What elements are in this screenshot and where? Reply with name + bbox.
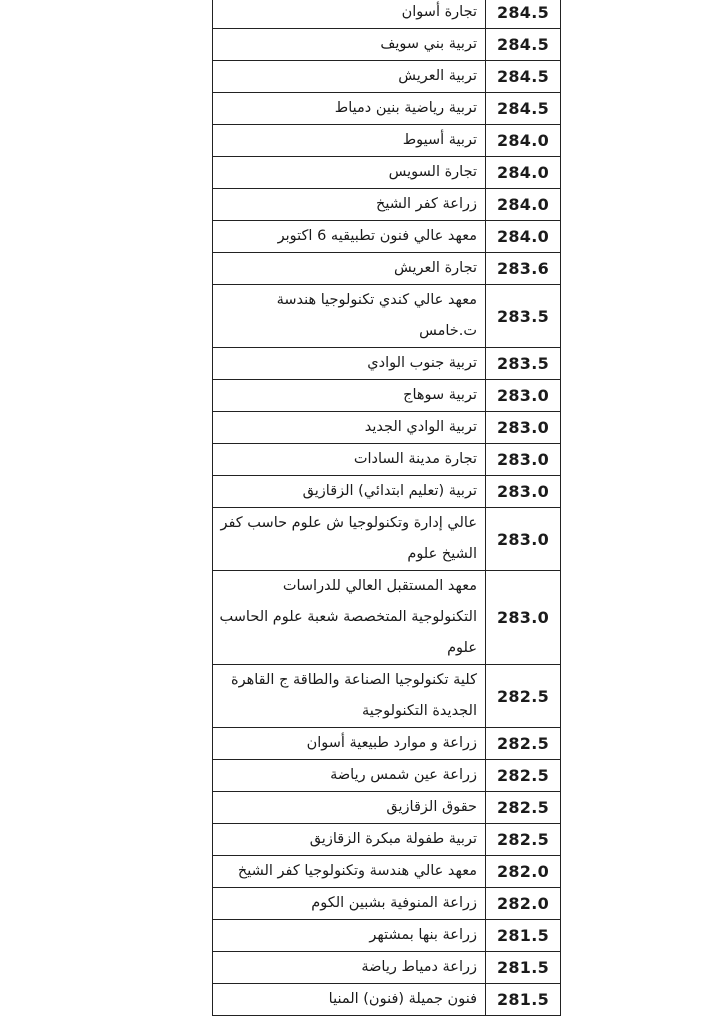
score-value: 282.0 xyxy=(486,888,561,920)
table-row xyxy=(213,665,561,728)
table-row xyxy=(213,93,561,125)
score-value: 282.5 xyxy=(486,824,561,856)
table-row xyxy=(213,285,561,348)
score-value: 283.0 xyxy=(486,571,561,665)
table-row xyxy=(213,444,561,476)
table-row xyxy=(213,728,561,760)
college-name: تربية بني سويف xyxy=(213,29,486,61)
score-value: 283.0 xyxy=(486,476,561,508)
score-value: 283.0 xyxy=(486,380,561,412)
college-name: معهد عالي فنون تطبيقيه 6 اكتوبر xyxy=(213,221,486,253)
table-row xyxy=(213,412,561,444)
college-name: تربية جنوب الوادي xyxy=(213,348,486,380)
score-value: 281.5 xyxy=(486,920,561,952)
college-name: زراعة المنوفية بشبين الكوم xyxy=(213,888,486,920)
score-value: 281.5 xyxy=(486,952,561,984)
college-name: تربية العريش xyxy=(213,61,486,93)
table-row xyxy=(213,29,561,61)
college-name: عالي إدارة وتكنولوجيا ش علوم حاسب كفر الشيخ علوم xyxy=(213,508,486,571)
table-row xyxy=(213,952,561,984)
college-name: تربية أسيوط xyxy=(213,125,486,157)
score-value: 282.0 xyxy=(486,856,561,888)
college-name: زراعة بنها بمشتهر xyxy=(213,920,486,952)
college-name: تربية رياضية بنين دمياط xyxy=(213,93,486,125)
score-value: 283.6 xyxy=(486,253,561,285)
table-row xyxy=(213,221,561,253)
college-name: معهد عالي هندسة وتكنولوجيا كفر الشيخ xyxy=(213,856,486,888)
score-value: 284.5 xyxy=(486,93,561,125)
score-value: 283.5 xyxy=(486,285,561,348)
score-value: 284.0 xyxy=(486,189,561,221)
college-name: تربية الوادي الجديد xyxy=(213,412,486,444)
table-row xyxy=(213,189,561,221)
table-row xyxy=(213,760,561,792)
table-row xyxy=(213,0,561,29)
table-row xyxy=(213,61,561,93)
score-value: 284.0 xyxy=(486,125,561,157)
college-name: فنون جميلة (فنون) المنيا xyxy=(213,984,486,1016)
college-name: معهد المستقبل العالي للدراسات التكنولوجية المتخصصة شعبة علوم الحاسب علوم xyxy=(213,571,486,665)
results-table xyxy=(212,0,561,1016)
table-row xyxy=(213,888,561,920)
college-name: معهد عالي كندي تكنولوجيا هندسة ت.خامس xyxy=(213,285,486,348)
college-name: تجارة أسوان xyxy=(213,0,486,29)
table-row xyxy=(213,856,561,888)
score-value: 284.5 xyxy=(486,61,561,93)
college-name: زراعة و موارد طبيعية أسوان xyxy=(213,728,486,760)
score-value: 283.5 xyxy=(486,348,561,380)
score-value: 283.0 xyxy=(486,508,561,571)
table-row xyxy=(213,348,561,380)
score-value: 284.5 xyxy=(486,29,561,61)
college-name: تربية طفولة مبكرة الزقازيق xyxy=(213,824,486,856)
score-value: 284.0 xyxy=(486,157,561,189)
table-row xyxy=(213,792,561,824)
table-row xyxy=(213,571,561,665)
college-name: تربية سوهاج xyxy=(213,380,486,412)
score-value: 284.0 xyxy=(486,221,561,253)
college-name: تجارة مدينة السادات xyxy=(213,444,486,476)
college-name: كلية تكنولوجيا الصناعة والطاقة ج القاهرة الجديدة التكنولوجية xyxy=(213,665,486,728)
score-value: 282.5 xyxy=(486,665,561,728)
table-row xyxy=(213,476,561,508)
college-name: حقوق الزقازيق xyxy=(213,792,486,824)
college-name: تربية (تعليم ابتدائي) الزقازيق xyxy=(213,476,486,508)
table-row xyxy=(213,253,561,285)
score-value: 282.5 xyxy=(486,792,561,824)
score-value: 282.5 xyxy=(486,760,561,792)
table-row xyxy=(213,920,561,952)
score-value: 284.5 xyxy=(486,0,561,29)
college-name: زراعة دمياط رياضة xyxy=(213,952,486,984)
table-row xyxy=(213,125,561,157)
college-name: تجارة العريش xyxy=(213,253,486,285)
score-value: 281.5 xyxy=(486,984,561,1016)
table-row xyxy=(213,824,561,856)
table-row xyxy=(213,508,561,571)
score-value: 282.5 xyxy=(486,728,561,760)
score-value: 283.0 xyxy=(486,412,561,444)
table-row xyxy=(213,984,561,1016)
college-name: زراعة كفر الشيخ xyxy=(213,189,486,221)
table-row xyxy=(213,157,561,189)
college-name: زراعة عين شمس رياضة xyxy=(213,760,486,792)
table-row xyxy=(213,380,561,412)
score-value: 283.0 xyxy=(486,444,561,476)
college-name: تجارة السويس xyxy=(213,157,486,189)
